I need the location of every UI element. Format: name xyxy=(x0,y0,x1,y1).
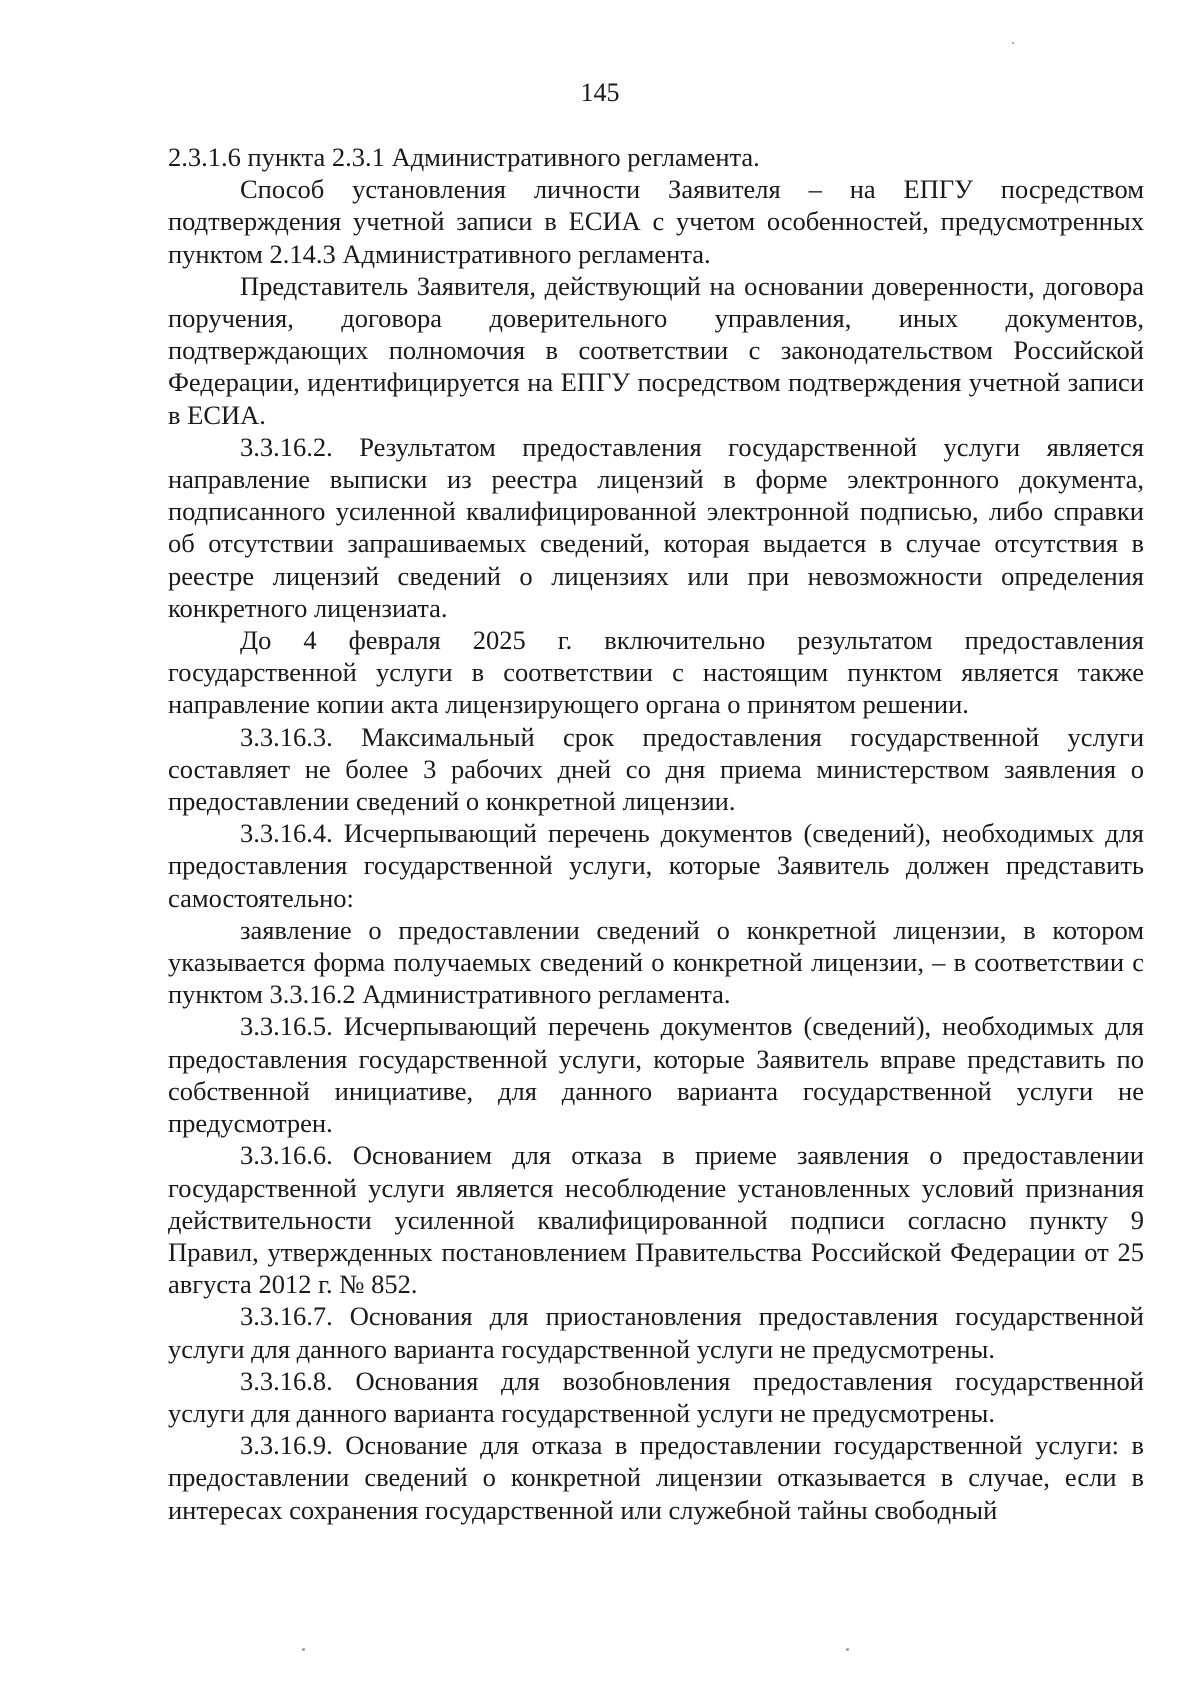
paragraph: 3.3.16.9. Основание для отказа в предоставлении государственной услуги: в предоставлении сведений о конкретной лицензии отказывается в случае, если в интересах сохранения государственной или служебной тайны свободный xyxy=(168,1430,1144,1525)
paragraph: 3.3.16.5. Исчерпывающий перечень документов (сведений), необходимых для предоставления государственной услуги, которые Заявитель вправе представить по собственной инициативе, для данного варианта государственной услуги не предусмотрен. xyxy=(168,1011,1144,1139)
paragraph: 2.3.1.6 пункта 2.3.1 Административного регламента. xyxy=(168,142,760,172)
paragraph: До 4 февраля 2025 г. включительно результатом предоставления государственной услуги в соответствии с настоящим пунктом является также направление копии акта лицензирующего органа о принятом решении. xyxy=(168,625,1144,720)
paragraph: заявление о предоставлении сведений о конкретной лицензии, в котором указывается форма получаемых сведений о конкретной лицензии, – в соответствии с пунктом 3.3.16.2 Административного регламента. xyxy=(168,914,1144,1010)
paragraph: 3.3.16.8. Основания для возобновления предоставления государственной услуги для данного варианта государственной услуги не предусмотрены. xyxy=(168,1365,1144,1428)
paragraph: 3.3.16.7. Основания для приостановления предоставления государственной услуги для данного варианта государственной услуги не предусмотрены. xyxy=(168,1301,1144,1364)
paragraph: 3.3.16.6. Основанием для отказа в приеме заявления о предоставлении государственной услуги является несоблюдение установленных условий признания действительности усиленной квалифицированной подписи согласно пункту 9 Правил, утвержденных постановлением Правительства Российской Федерации от 25 августа 2012 г. № 852. xyxy=(168,1140,1144,1300)
scan-speck xyxy=(302,1648,305,1651)
scan-speck xyxy=(1012,42,1014,44)
paragraph: Способ установления личности Заявителя – на ЕПГУ посредством подтверждения учетной записи в ЕСИА с учетом особенностей, предусмотренных пунктом 2.14.3 Административного регламента. xyxy=(168,174,1144,269)
paragraph: Представитель Заявителя, действующий на основании доверенности, договора поручения, договора доверительного управления, иных документов, подтверждающих полномочия в соответствии с законодательством Российской Федерации, идентифицируется на ЕПГУ посредством подтверждения учетной записи в ЕСИА. xyxy=(168,270,1144,430)
paragraph: 3.3.16.2. Результатом предоставления государственной услуги является направление выписки из реестра лицензий в форме электронного документа, подписанного усиленной квалифицированной электронной подписью, либо справки об отсутствии запрашиваемых сведений, которая выдается в случае отсутствия в реестре лицензий сведений о лицензиях или при невозможности определения конкретного лицензиата. xyxy=(168,431,1144,623)
document-body xyxy=(168,141,1144,1526)
scan-speck xyxy=(846,1648,849,1651)
paragraph: 3.3.16.4. Исчерпывающий перечень документов (сведений), необходимых для предоставления государственной услуги, которые Заявитель должен представить самостоятельно: xyxy=(168,818,1144,913)
paragraph: 3.3.16.3. Максимальный срок предоставления государственной услуги составляет не более 3 рабочих дней со дня приема министерством заявления о предоставлении сведений о конкретной лицензии. xyxy=(168,721,1144,817)
page-number: 145 xyxy=(580,78,620,107)
